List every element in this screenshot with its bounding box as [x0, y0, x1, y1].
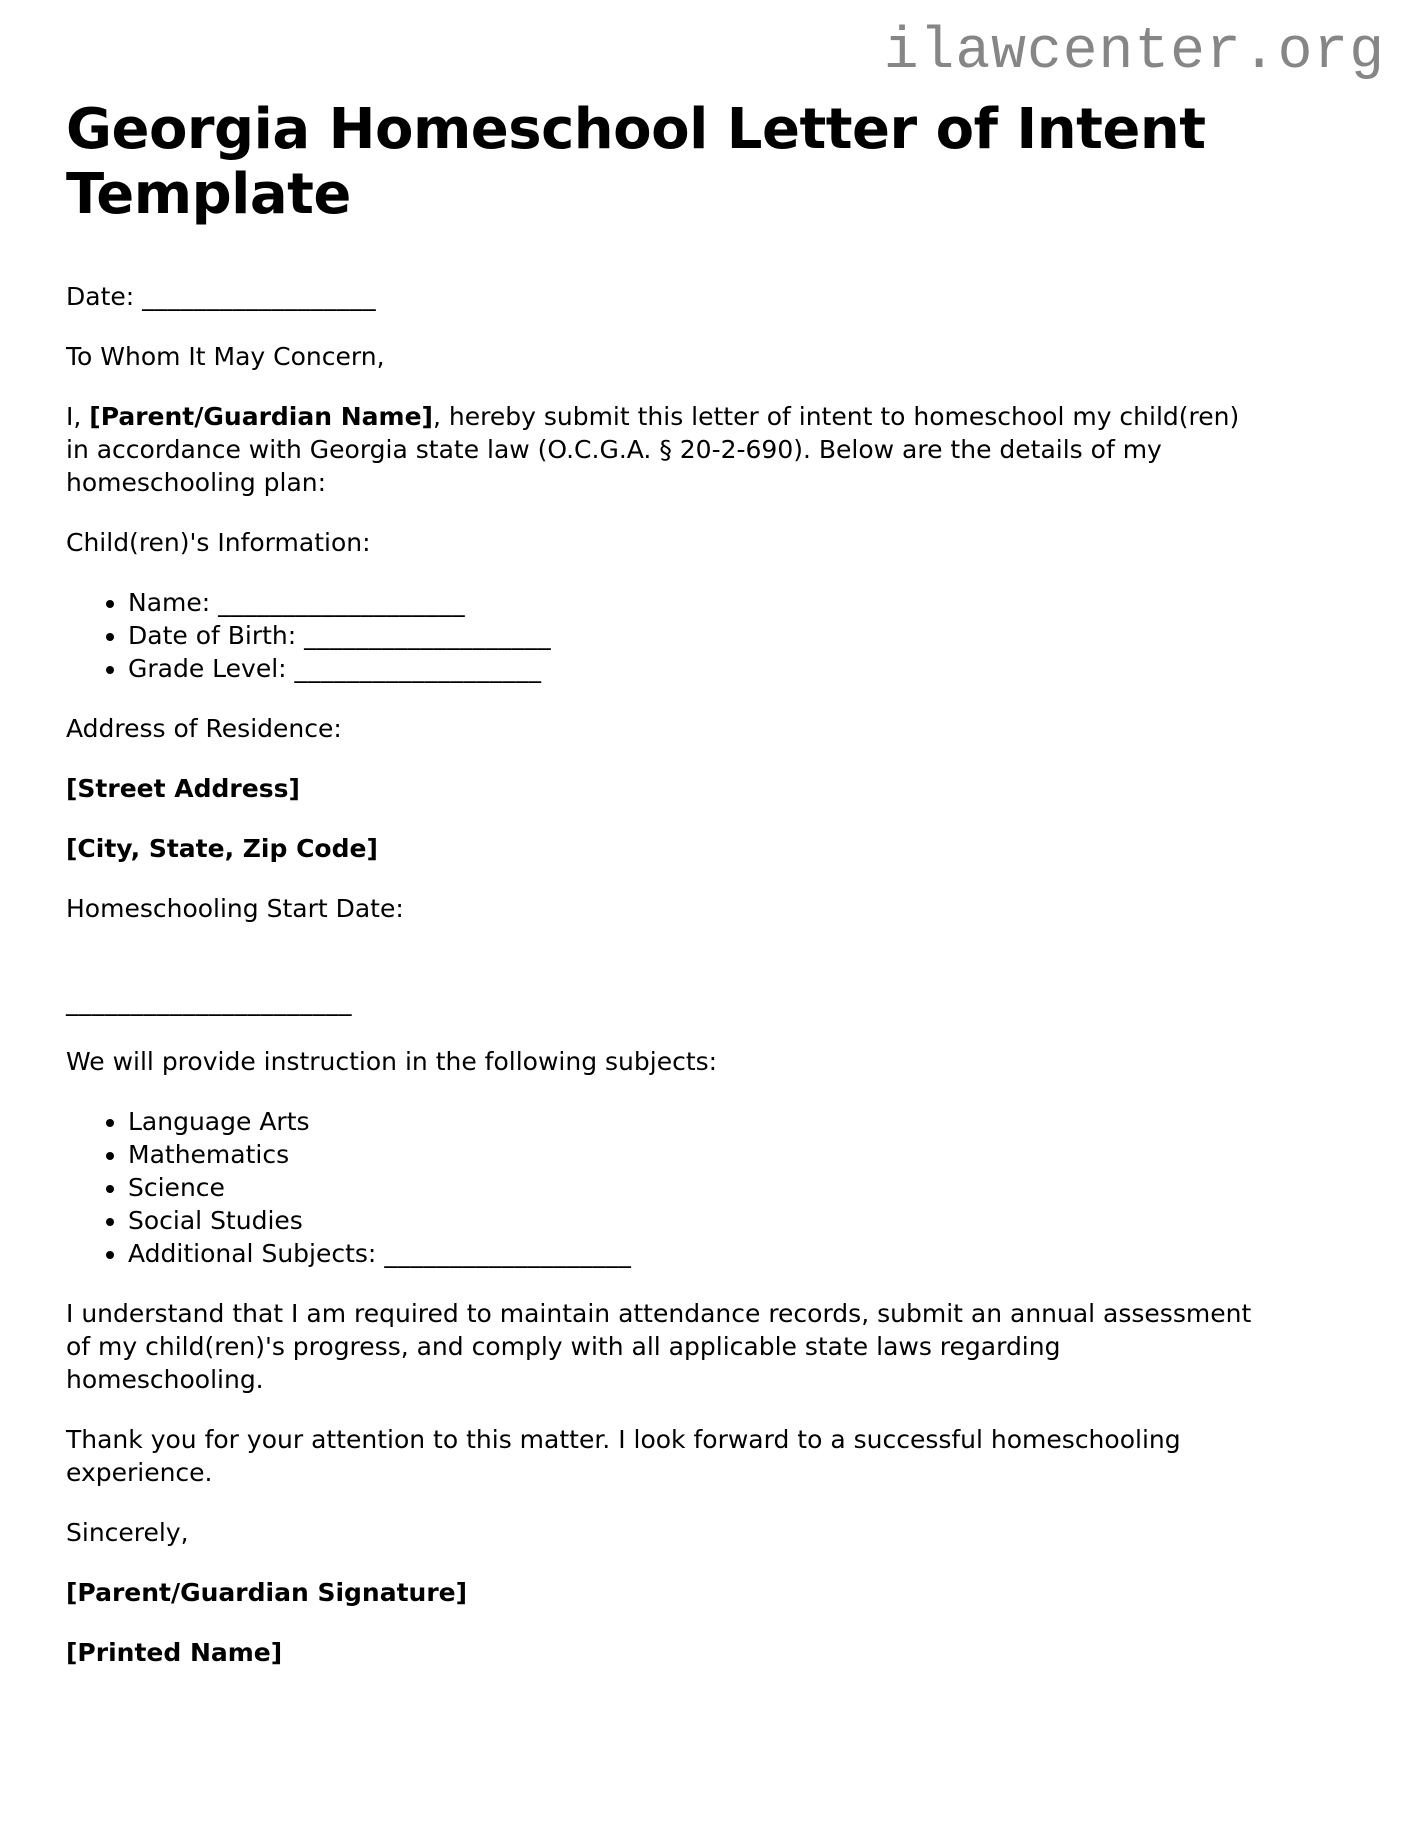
signature-placeholder: [Parent/Guardian Signature] — [66, 1577, 468, 1607]
name-blank: ___________________ — [218, 587, 466, 617]
address-heading: Address of Residence: — [66, 713, 342, 743]
intro-body: , hereby submit this letter of intent to homeschool my child(ren) in accordance with Georgia state law (O.C.G.A. § 20-2-690). Below are the details of my homeschooling plan: — [66, 401, 1240, 497]
dob-blank: ___________________ — [304, 620, 552, 650]
site-logo: ilawcenter.org — [883, 20, 1385, 85]
street-address-placeholder: [Street Address] — [66, 773, 300, 803]
city-state-zip-placeholder: [City, State, Zip Code] — [66, 833, 378, 863]
child-info-item-name — [128, 586, 1266, 619]
subject-item: • Mathematics — [128, 1138, 1266, 1171]
intro-prefix: I, — [66, 401, 90, 431]
subject-item: • Science — [128, 1171, 1266, 1204]
child-info-item-dob — [128, 619, 1266, 652]
dob-label: Date of Birth: — [128, 620, 297, 650]
subject-item: • Language Arts — [128, 1105, 1266, 1138]
intro-paragraph — [66, 400, 1266, 499]
start-date-blank-line — [66, 985, 1266, 1018]
child-info-list — [66, 586, 1266, 685]
child-info-item-grade — [128, 652, 1266, 685]
additional-subjects-blank: ___________________ — [384, 1238, 632, 1268]
start-date-heading: Homeschooling Start Date: — [66, 893, 404, 923]
subject-item: • Social Studies — [128, 1204, 1266, 1237]
compliance-paragraph: I understand that I am required to maintain attendance records, submit an annual assessment of my child(ren)'s progress, and comply with all applicable state laws regarding homeschooling. — [66, 1298, 1252, 1394]
subjects-heading: We will provide instruction in the following subjects: — [66, 1046, 718, 1076]
signoff: Sincerely, — [66, 1517, 189, 1547]
start-date-blank: ______________________ — [66, 986, 352, 1016]
subjects-list — [66, 1105, 1266, 1270]
parent-guardian-name-placeholder: [Parent/Guardian Name] — [89, 401, 433, 431]
date-blank: __________________ — [142, 281, 377, 311]
grade-label: Grade Level: — [128, 653, 287, 683]
page-title: Georgia Homeschool Letter of Intent Template — [66, 97, 1206, 227]
grade-blank: ___________________ — [294, 653, 542, 683]
date-label: Date: — [66, 281, 135, 311]
name-label: Name: — [128, 587, 211, 617]
salutation: To Whom It May Concern, — [66, 341, 385, 371]
subject-item-additional — [128, 1237, 1266, 1270]
additional-subjects-label: Additional Subjects: — [128, 1238, 377, 1268]
printed-name-placeholder: [Printed Name] — [66, 1637, 283, 1667]
date-line — [66, 280, 1266, 313]
closing-paragraph: Thank you for your attention to this matter. I look forward to a successful homeschooling experience. — [66, 1424, 1181, 1487]
child-info-heading: Child(ren)'s Information: — [66, 527, 371, 557]
